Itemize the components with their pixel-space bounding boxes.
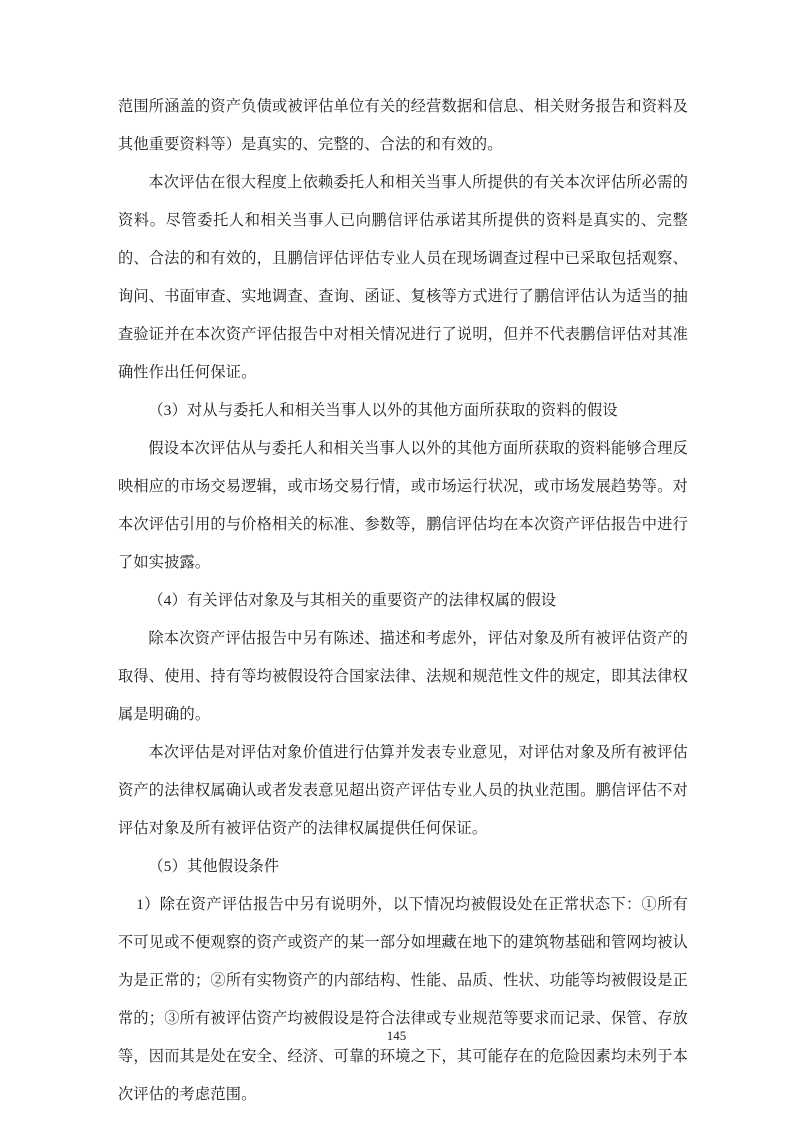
page-number: 145 xyxy=(386,1028,407,1043)
paragraph: 本次评估在很大程度上依赖委托人和相关当事人所提供的有关本次评估所必需的资料。尽管委托人和相关当事人已向鹏信评估承诺其所提供的资料是真实的、完整的、合法的和有效的，且鹏信评估评估专业人员在现场调查过程中已采取包括观察、询问、书面审查、实地调查、查询、函证、复核等方式进行了鹏信评估认为适当的抽查验证并在本次资产评估报告中对相关情况进行了说明，但并不代表鹏信评估对其准确性作出任何保证。 xyxy=(118,174,688,381)
paragraph: 假设本次评估从与委托人和相关当事人以外的其他方面所获取的资料能够合理反映相应的市场交易逻辑，或市场交易行情，或市场运行状况，或市场发展趋势等。对本次评估引用的与价格相关的标准、参数等，鹏信评估均在本次资产评估报告中进行了如实披露。 xyxy=(118,440,688,571)
paragraph-heading-5: （5）其他假设条件 xyxy=(148,858,280,875)
paragraph-heading-4: （4）有关评估对象及与其相关的重要资产的法律权属的假设 xyxy=(148,592,557,609)
document-body xyxy=(118,88,688,1114)
paragraph: 本次评估是对评估对象价值进行估算并发表专业意见，对评估对象及所有被评估资产的法律权属确认或者发表意见超出资产评估专业人员的执业范围。鹏信评估不对评估对象及所有被评估资产的法律权属提供任何保证。 xyxy=(118,744,688,837)
paragraph: 除本次资产评估报告中另有陈述、描述和考虑外，评估对象及所有被评估资产的取得、使用、持有等均被假设符合国家法律、法规和规范性文件的规定，即其法律权属是明确的。 xyxy=(118,630,688,723)
paragraph: 1）除在资产评估报告中另有说明外，以下情况均被假设处在正常状态下：①所有不可见或不便观察的资产或资产的某一部分如埋藏在地下的建筑物基础和管网均被认为是正常的；②所有实物资产的内部结构、性能、品质、性状、功能等均被假设是正常的；③所有被评估资产均被假设是符合法律或专业规范等要求而记录、保管、存放等，因而其是处在安全、经济、可靠的环境之下，其可能存在的危险因素均未列于本次评估的考虑范围。 xyxy=(118,896,688,1103)
paragraph-heading-3: （3）对从与委托人和相关当事人以外的其他方面所获取的资料的假设 xyxy=(148,402,618,419)
paragraph: 范围所涵盖的资产负债或被评估单位有关的经营数据和信息、相关财务报告和资料及其他重要资料等）是真实的、完整的、合法的和有效的。 xyxy=(118,98,688,153)
